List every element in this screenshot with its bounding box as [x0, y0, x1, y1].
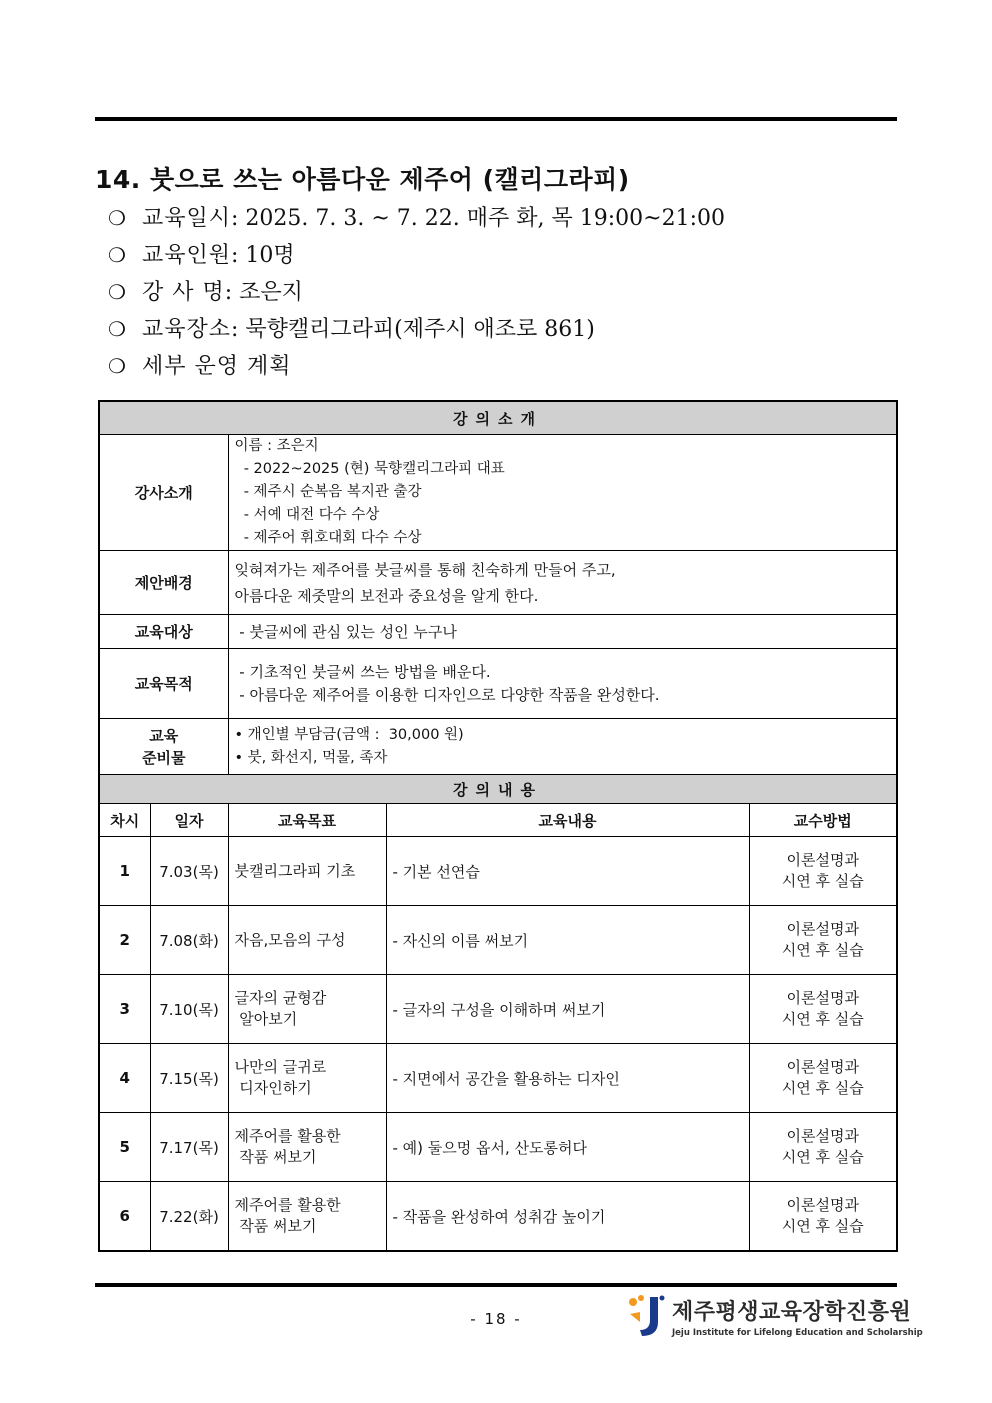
- session-date: 7.17(목): [150, 1113, 228, 1182]
- instructor-line: 이름 : 조은지: [234, 438, 319, 454]
- background-line: 아름다운 제줏말의 보전과 중요성을 알게 한다.: [234, 586, 539, 605]
- instructor-line: - 서예 대전 다수 수상: [234, 507, 380, 523]
- session-number: 6: [99, 1182, 150, 1252]
- session-method: [749, 975, 897, 1044]
- session-date: 7.08(화): [150, 906, 228, 975]
- info-list: [108, 200, 725, 385]
- intro-header: 강의소개: [99, 401, 897, 435]
- target-text: - 붓글씨에 관심 있는 성인 누구나: [228, 615, 897, 649]
- supplies-label-line: 교육: [149, 726, 179, 745]
- target-row: [99, 615, 897, 649]
- session-row: [99, 837, 897, 906]
- session-row: [99, 1044, 897, 1113]
- session-method: [749, 1044, 897, 1113]
- method-line: 이론설명과: [786, 1127, 859, 1145]
- column-header: 교육내용: [386, 804, 749, 837]
- goal-line: 나만의 글귀로: [234, 1058, 327, 1076]
- session-content: - 예) 둘으멍 옵서, 산도롱허다: [386, 1113, 749, 1182]
- column-header: 교육목표: [228, 804, 386, 837]
- method-line: 이론설명과: [786, 851, 859, 869]
- session-method: [749, 1182, 897, 1252]
- bottom-rule: [95, 1283, 897, 1287]
- session-goal: [228, 1044, 386, 1113]
- column-header-row: [99, 804, 897, 837]
- supplies-line: • 개인별 부담금(금액 : 30,000 원): [234, 726, 464, 743]
- session-content: - 작품을 완성하여 성취감 높이기: [386, 1182, 749, 1252]
- info-plan: [108, 348, 725, 385]
- instructor-cell: [228, 435, 897, 551]
- circle-bullet-icon: ❍: [108, 243, 126, 267]
- method-line: 이론설명과: [786, 1058, 859, 1076]
- method-line: 시연 후 실습: [781, 1217, 864, 1235]
- supplies-cell: [228, 719, 897, 775]
- session-row: [99, 975, 897, 1044]
- goal-line: 제주어를 활용한: [234, 1127, 341, 1145]
- session-content: - 지면에서 공간을 활용하는 디자인: [386, 1044, 749, 1113]
- column-header: 일자: [150, 804, 228, 837]
- goal-line: 작품 써보기: [234, 1217, 317, 1235]
- target-label: 교육대상: [99, 615, 228, 649]
- supplies-row: [99, 719, 897, 775]
- info-label: 교육장소: [142, 317, 232, 342]
- content-header-row: [99, 775, 897, 804]
- session-row: [99, 1182, 897, 1252]
- supplies-label-line: 준비물: [142, 748, 186, 767]
- session-number: 2: [99, 906, 150, 975]
- session-goal: [228, 837, 386, 906]
- info-label: 세부 운영 계획: [142, 354, 292, 379]
- session-goal: [228, 906, 386, 975]
- instructor-line: - 제주시 순복음 복지관 출강: [234, 484, 422, 500]
- method-line: 이론설명과: [786, 1196, 859, 1214]
- session-date: 7.22(화): [150, 1182, 228, 1252]
- session-row: [99, 906, 897, 975]
- page-number: - 18 -: [470, 1310, 522, 1328]
- top-rule: [95, 117, 897, 121]
- session-number: 3: [99, 975, 150, 1044]
- session-goal: [228, 1113, 386, 1182]
- purpose-line: - 기초적인 붓글씨 쓰는 방법을 배운다.: [234, 662, 491, 681]
- info-capacity: ❍ 교육인원 : 10명: [108, 237, 725, 274]
- circle-bullet-icon: ❍: [108, 280, 126, 304]
- purpose-cell: [228, 649, 897, 719]
- purpose-line: - 아름다운 제주어를 이용한 디자인으로 다양한 작품을 완성한다.: [234, 685, 660, 704]
- background-line: 잊혀져가는 제주어를 붓글씨를 통해 친숙하게 만들어 주고,: [234, 560, 616, 579]
- session-number: 5: [99, 1113, 150, 1182]
- info-label: 강 사 명: [142, 280, 225, 305]
- org-logo: [626, 1294, 923, 1338]
- instructor-row: [99, 435, 897, 551]
- org-name: [672, 1295, 923, 1338]
- goal-line: 알아보기: [234, 1010, 298, 1028]
- session-method: [749, 1113, 897, 1182]
- intro-header-row: [99, 401, 897, 435]
- supplies-label: [99, 719, 228, 775]
- purpose-row: [99, 649, 897, 719]
- method-line: 시연 후 실습: [781, 872, 864, 890]
- instructor-line: - 제주어 휘호대회 다수 수상: [234, 530, 422, 546]
- info-schedule: ❍ 교육일시 : 2025. 7. 3. ~ 7. 22. 매주 화, 목 19:00~21:00: [108, 200, 725, 237]
- page-title: 14. 붓으로 쓰는 아름다운 제주어 (캘리그라피): [95, 165, 630, 194]
- circle-bullet-icon: ❍: [108, 317, 126, 341]
- info-location: ❍ 교육장소 : 묵향캘리그라피(제주시 애조로 861): [108, 311, 725, 348]
- background-label: 제안배경: [99, 551, 228, 615]
- column-header: 차시: [99, 804, 150, 837]
- background-row: [99, 551, 897, 615]
- info-value: 조은지: [239, 280, 303, 305]
- goal-line: 글자의 균형감: [234, 989, 327, 1007]
- info-value: 2025. 7. 3. ~ 7. 22. 매주 화, 목 19:00~21:00: [245, 206, 725, 231]
- goal-line: 자음,모음의 구성: [234, 930, 346, 949]
- method-line: 시연 후 실습: [781, 941, 864, 959]
- column-header: 교수방법: [749, 804, 897, 837]
- session-date: 7.15(목): [150, 1044, 228, 1113]
- session-goal: [228, 975, 386, 1044]
- info-instructor: ❍ 강 사 명 : 조은지: [108, 274, 725, 311]
- info-value: 묵향캘리그라피(제주시 애조로 861): [245, 317, 595, 342]
- session-method: [749, 837, 897, 906]
- session-number: 4: [99, 1044, 150, 1113]
- method-line: 시연 후 실습: [781, 1010, 864, 1028]
- info-label: 교육일시: [142, 206, 232, 231]
- content-header: 강의내용: [99, 775, 897, 804]
- goal-line: 디자인하기: [234, 1079, 312, 1097]
- method-line: 시연 후 실습: [781, 1148, 864, 1166]
- info-value: 10명: [245, 243, 295, 268]
- session-content: - 글자의 구성을 이해하며 써보기: [386, 975, 749, 1044]
- purpose-label: 교육목적: [99, 649, 228, 719]
- background-cell: [228, 551, 897, 615]
- session-date: 7.10(목): [150, 975, 228, 1044]
- session-content: - 자신의 이름 써보기: [386, 906, 749, 975]
- info-label: 교육인원: [142, 243, 232, 268]
- circle-bullet-icon: ❍: [108, 354, 126, 378]
- circle-bullet-icon: ❍: [108, 206, 126, 230]
- org-name-en: Jeju Institute for Lifelong Education and Scholarship: [672, 1327, 923, 1338]
- org-name-kr: 제주평생교육장학진흥원: [672, 1299, 912, 1325]
- session-goal: [228, 1182, 386, 1252]
- session-content: - 기본 선연습: [386, 837, 749, 906]
- session-row: [99, 1113, 897, 1182]
- instructor-label: 강사소개: [99, 435, 228, 551]
- session-method: [749, 906, 897, 975]
- session-date: 7.03(목): [150, 837, 228, 906]
- instructor-line: - 2022~2025 (현) 묵향캘리그라피 대표: [234, 461, 505, 477]
- course-table: [98, 400, 898, 1252]
- method-line: 이론설명과: [786, 989, 859, 1007]
- org-logo-icon: [626, 1294, 666, 1338]
- method-line: 이론설명과: [786, 920, 859, 938]
- method-line: 시연 후 실습: [781, 1079, 864, 1097]
- goal-line: 제주어를 활용한: [234, 1196, 341, 1214]
- session-number: 1: [99, 837, 150, 906]
- supplies-line: • 붓, 화선지, 먹물, 족자: [234, 749, 388, 766]
- goal-line: 작품 써보기: [234, 1148, 317, 1166]
- goal-line: 붓캘리그라피 기초: [234, 861, 356, 880]
